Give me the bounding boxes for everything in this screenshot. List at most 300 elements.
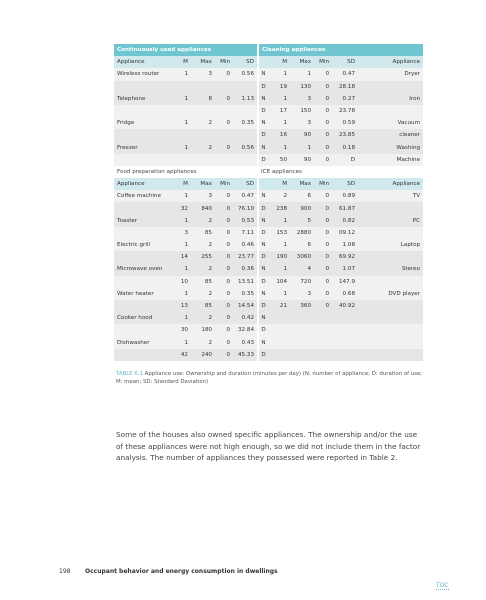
table-row — [114, 263, 423, 275]
value-cell: 1.07 — [332, 263, 358, 275]
appliance-name-right: Machine — [358, 154, 423, 166]
value-cell — [332, 337, 358, 349]
appliance-name-right: PC — [358, 215, 423, 227]
section-title-continuous: Continuously used appliances — [114, 44, 258, 56]
section-header-row — [114, 44, 423, 56]
measure-flag: D — [258, 227, 268, 239]
value-cell: 0 — [215, 300, 233, 312]
value-cell: 1 — [172, 215, 191, 227]
column-header: SD — [332, 56, 358, 68]
value-cell — [290, 349, 314, 361]
appliance-name — [114, 81, 172, 93]
value-cell — [233, 154, 258, 166]
value-cell: 45.33 — [233, 349, 258, 361]
value-cell: 0 — [314, 300, 332, 312]
value-cell: 50 — [268, 154, 290, 166]
value-cell: 0.47 — [332, 68, 358, 80]
appliance-name — [114, 300, 172, 312]
column-header: M — [172, 178, 191, 190]
value-cell: 14 — [172, 251, 191, 263]
value-cell: 10 — [172, 276, 191, 288]
table-row — [114, 251, 423, 263]
table-row — [114, 154, 423, 166]
value-cell: 3 — [191, 68, 215, 80]
appliance-name-right — [358, 337, 423, 349]
value-cell: 1 — [172, 117, 191, 129]
value-cell: 19 — [268, 81, 290, 93]
measure-flag: N — [258, 117, 268, 129]
appliance-name-right — [358, 251, 423, 263]
value-cell: 130 — [290, 81, 314, 93]
value-cell: 0 — [215, 276, 233, 288]
value-cell: 840 — [191, 202, 215, 214]
value-cell: 0 — [314, 93, 332, 105]
appliance-name-right: DVD player — [358, 288, 423, 300]
column-header: Max — [191, 178, 215, 190]
measure-flag: N — [258, 215, 268, 227]
appliance-name-right — [358, 227, 423, 239]
appliance-name: Coffee machine — [114, 190, 172, 202]
value-cell: 0 — [314, 129, 332, 141]
value-cell: 0 — [215, 215, 233, 227]
value-cell: 2 — [191, 215, 215, 227]
table-row — [114, 300, 423, 312]
value-cell: 61.87 — [332, 202, 358, 214]
value-cell: 1 — [268, 215, 290, 227]
measure-flag: D — [258, 202, 268, 214]
value-cell: 720 — [290, 276, 314, 288]
value-cell: 0 — [215, 349, 233, 361]
measure-flag: D — [258, 154, 268, 166]
value-cell: 0 — [314, 190, 332, 202]
value-cell: 85 — [191, 227, 215, 239]
caption-label: TABLE 6.1 — [116, 371, 143, 377]
value-cell: 16 — [268, 129, 290, 141]
value-cell: 14.54 — [233, 300, 258, 312]
table-row — [114, 337, 423, 349]
value-cell: 0.35 — [233, 288, 258, 300]
value-cell: 0.59 — [332, 117, 358, 129]
value-cell: 32 — [172, 202, 191, 214]
value-cell — [191, 129, 215, 141]
column-header — [258, 56, 268, 68]
value-cell: 7.11 — [233, 227, 258, 239]
table-row — [114, 105, 423, 117]
value-cell: 0.56 — [233, 142, 258, 154]
table-row — [114, 324, 423, 336]
appliance-table — [114, 44, 423, 361]
value-cell: 190 — [268, 251, 290, 263]
value-cell: 147.9 — [332, 276, 358, 288]
measure-flag: N — [258, 337, 268, 349]
column-header: SD — [233, 178, 258, 190]
page-footer — [59, 568, 278, 575]
value-cell — [314, 324, 332, 336]
value-cell: 32.84 — [233, 324, 258, 336]
value-cell: 0 — [314, 239, 332, 251]
appliance-name-right — [358, 324, 423, 336]
value-cell: 0.47 — [233, 190, 258, 202]
column-header: M — [172, 56, 191, 68]
value-cell: 0.35 — [233, 117, 258, 129]
value-cell: 4 — [290, 263, 314, 275]
table-row — [114, 142, 423, 154]
value-cell: 28.18 — [332, 81, 358, 93]
value-cell: 2 — [268, 190, 290, 202]
value-cell — [191, 154, 215, 166]
appliance-name — [114, 276, 172, 288]
value-cell: 1 — [172, 68, 191, 80]
column-header: Appliance — [358, 178, 423, 190]
value-cell: 23.77 — [233, 251, 258, 263]
value-cell: 6 — [290, 190, 314, 202]
value-cell: 3 — [290, 93, 314, 105]
value-cell: 1 — [268, 142, 290, 154]
appliance-name: Freezer — [114, 142, 172, 154]
value-cell: 2 — [191, 263, 215, 275]
value-cell: 1 — [268, 117, 290, 129]
appliance-name — [114, 324, 172, 336]
column-header: Max — [290, 56, 314, 68]
value-cell: 1 — [172, 263, 191, 275]
value-cell: 30 — [172, 324, 191, 336]
table-row — [114, 239, 423, 251]
value-cell — [172, 129, 191, 141]
section-title-ice: ICE appliances — [258, 166, 423, 178]
value-cell: 0 — [314, 288, 332, 300]
appliance-name: Water heater — [114, 288, 172, 300]
table-row — [114, 68, 423, 80]
value-cell — [215, 105, 233, 117]
value-cell: 0 — [215, 263, 233, 275]
value-cell: 0 — [215, 312, 233, 324]
column-header: Appliance — [358, 56, 423, 68]
appliance-name-right — [358, 349, 423, 361]
value-cell: 13.51 — [233, 276, 258, 288]
value-cell: 0 — [215, 227, 233, 239]
value-cell: 104 — [268, 276, 290, 288]
body-paragraph: Some of the houses also owned specific appliances. The ownership and/or the use of these appliances were not high enough, so we did not include them in the factor analysis. The number of appliances they possessed were reported in Table 2. — [116, 430, 421, 463]
appliance-name: Toaster — [114, 215, 172, 227]
appliance-name — [114, 227, 172, 239]
value-cell: 0 — [314, 251, 332, 263]
footer-title: Occupant behavior and energy consumption in dwellings — [85, 568, 278, 575]
value-cell: 5 — [290, 215, 314, 227]
appliance-name-right: Dryer — [358, 68, 423, 80]
value-cell: 255 — [191, 251, 215, 263]
column-header-row — [114, 178, 423, 190]
value-cell — [332, 324, 358, 336]
value-cell: 0 — [314, 215, 332, 227]
column-header: Appliance — [114, 178, 172, 190]
page-number: 198 — [59, 568, 71, 575]
value-cell: 238 — [268, 202, 290, 214]
appliance-name: Cooker hood — [114, 312, 172, 324]
value-cell: 17 — [268, 105, 290, 117]
value-cell — [290, 324, 314, 336]
table-caption — [116, 371, 426, 386]
value-cell: 0.82 — [332, 215, 358, 227]
value-cell — [268, 312, 290, 324]
measure-flag: N — [258, 263, 268, 275]
value-cell: 1.13 — [233, 93, 258, 105]
value-cell: 0 — [215, 142, 233, 154]
value-cell: 0 — [215, 324, 233, 336]
appliance-name — [114, 154, 172, 166]
value-cell: 2 — [191, 142, 215, 154]
column-header: M — [268, 178, 290, 190]
value-cell — [268, 349, 290, 361]
column-header: Max — [191, 56, 215, 68]
value-cell: D — [332, 154, 358, 166]
value-cell: 0.56 — [233, 68, 258, 80]
caption-text: Appliance use: Ownership and duration (minutes per day) (N: number of appliance; D: duration of use; M: mean; SD: Standard Deviation) — [116, 371, 423, 385]
value-cell: 2880 — [290, 227, 314, 239]
table-row — [114, 312, 423, 324]
value-cell — [191, 105, 215, 117]
value-cell — [332, 312, 358, 324]
value-cell: 40.92 — [332, 300, 358, 312]
value-cell: 21 — [268, 300, 290, 312]
value-cell: 1 — [268, 239, 290, 251]
value-cell — [215, 129, 233, 141]
value-cell: 6 — [290, 239, 314, 251]
table-row — [114, 349, 423, 361]
value-cell: 0 — [314, 154, 332, 166]
value-cell — [290, 337, 314, 349]
appliance-name-right: Vacuum — [358, 117, 423, 129]
value-cell: 0.27 — [332, 93, 358, 105]
measure-flag: D — [258, 276, 268, 288]
value-cell: 0.68 — [332, 288, 358, 300]
value-cell: 1 — [172, 93, 191, 105]
column-header: Min — [215, 178, 233, 190]
section-row-food — [114, 166, 423, 178]
value-cell — [268, 337, 290, 349]
appliance-name-right: Iron — [358, 93, 423, 105]
appliance-name: Dishwasher — [114, 337, 172, 349]
value-cell: 0 — [314, 227, 332, 239]
value-cell: 3060 — [290, 251, 314, 263]
appliance-name: Fridge — [114, 117, 172, 129]
value-cell: 0 — [215, 251, 233, 263]
value-cell: 90 — [290, 129, 314, 141]
value-cell: 42 — [172, 349, 191, 361]
measure-flag: N — [258, 190, 268, 202]
value-cell: 240 — [191, 349, 215, 361]
value-cell: 0 — [314, 202, 332, 214]
value-cell — [191, 81, 215, 93]
value-cell: 1 — [268, 93, 290, 105]
value-cell: 23.78 — [332, 105, 358, 117]
value-cell: 3 — [191, 190, 215, 202]
value-cell: 0 — [215, 68, 233, 80]
appliance-name-right: Stereo — [358, 263, 423, 275]
value-cell — [268, 324, 290, 336]
appliance-name-right — [358, 105, 423, 117]
appliance-name-right — [358, 300, 423, 312]
table-row — [114, 190, 423, 202]
appliance-name-right: TV — [358, 190, 423, 202]
value-cell — [233, 81, 258, 93]
measure-flag: D — [258, 129, 268, 141]
measure-flag: D — [258, 81, 268, 93]
value-cell — [290, 312, 314, 324]
appliance-name-right — [358, 202, 423, 214]
appliance-name — [114, 129, 172, 141]
value-cell: 0 — [215, 117, 233, 129]
section-title-food: Food preparation appliances — [114, 166, 258, 178]
column-header: Min — [314, 56, 332, 68]
value-cell: 153 — [268, 227, 290, 239]
appliance-name-right — [358, 276, 423, 288]
value-cell — [332, 349, 358, 361]
toc-link[interactable]: TOC — [436, 582, 449, 589]
value-cell: 2 — [191, 312, 215, 324]
measure-flag: N — [258, 93, 268, 105]
value-cell: 0 — [215, 337, 233, 349]
value-cell: 0 — [314, 117, 332, 129]
value-cell: 0.18 — [332, 142, 358, 154]
value-cell: 3 — [290, 288, 314, 300]
table-row — [114, 117, 423, 129]
column-header: SD — [233, 56, 258, 68]
table-row — [114, 93, 423, 105]
value-cell — [172, 154, 191, 166]
value-cell: 1 — [172, 142, 191, 154]
appliance-name-right: Washing — [358, 142, 423, 154]
appliance-name-right: Laptop — [358, 239, 423, 251]
value-cell: 0 — [215, 93, 233, 105]
value-cell: 1 — [290, 68, 314, 80]
appliance-name-right: cleaner — [358, 129, 423, 141]
value-cell: 360 — [290, 300, 314, 312]
appliance-name: Wireless router — [114, 68, 172, 80]
value-cell: 900 — [290, 202, 314, 214]
table-row — [114, 227, 423, 239]
table-row — [114, 215, 423, 227]
column-header: Max — [290, 178, 314, 190]
value-cell: 0.36 — [233, 263, 258, 275]
measure-flag: D — [258, 324, 268, 336]
value-cell: 0 — [314, 142, 332, 154]
column-header: SD — [332, 178, 358, 190]
value-cell: 1 — [268, 68, 290, 80]
value-cell: 2 — [191, 337, 215, 349]
value-cell: 0.42 — [233, 312, 258, 324]
appliance-name — [114, 349, 172, 361]
value-cell: 0.89 — [332, 190, 358, 202]
appliance-name — [114, 202, 172, 214]
value-cell: 0 — [314, 68, 332, 80]
value-cell: 2 — [191, 117, 215, 129]
value-cell: 1 — [268, 263, 290, 275]
value-cell: 0 — [314, 81, 332, 93]
value-cell: 150 — [290, 105, 314, 117]
value-cell: 180 — [191, 324, 215, 336]
value-cell: 0 — [314, 263, 332, 275]
value-cell: 3 — [172, 227, 191, 239]
value-cell: 8 — [191, 93, 215, 105]
value-cell: 1 — [172, 288, 191, 300]
value-cell — [314, 349, 332, 361]
value-cell: 1 — [172, 190, 191, 202]
value-cell: 90 — [290, 154, 314, 166]
value-cell — [215, 81, 233, 93]
value-cell: 1 — [268, 288, 290, 300]
value-cell — [233, 129, 258, 141]
measure-flag: D — [258, 300, 268, 312]
table-row — [114, 202, 423, 214]
value-cell: 85 — [191, 276, 215, 288]
column-header: Min — [215, 56, 233, 68]
value-cell: 0 — [215, 202, 233, 214]
measure-flag: N — [258, 312, 268, 324]
appliance-name: Electric grill — [114, 239, 172, 251]
column-header — [258, 178, 268, 190]
value-cell: 23.85 — [332, 129, 358, 141]
value-cell: 85 — [191, 300, 215, 312]
value-cell — [172, 81, 191, 93]
value-cell: 0 — [215, 239, 233, 251]
measure-flag: N — [258, 68, 268, 80]
value-cell: 0 — [215, 288, 233, 300]
table-row — [114, 81, 423, 93]
value-cell: 1 — [290, 142, 314, 154]
section-title-cleaning: Cleaning appliances — [258, 44, 423, 56]
value-cell: 09.12 — [332, 227, 358, 239]
measure-flag: D — [258, 105, 268, 117]
value-cell: 0 — [314, 105, 332, 117]
appliance-name: Microwave oven — [114, 263, 172, 275]
column-header: Min — [314, 178, 332, 190]
table-row — [114, 288, 423, 300]
appliance-name — [114, 105, 172, 117]
value-cell — [233, 105, 258, 117]
value-cell: 2 — [191, 288, 215, 300]
measure-flag: D — [258, 251, 268, 263]
value-cell: 69.92 — [332, 251, 358, 263]
column-header: M — [268, 56, 290, 68]
column-header-row — [114, 56, 423, 68]
measure-flag: D — [258, 349, 268, 361]
measure-flag: N — [258, 288, 268, 300]
value-cell: 0.43 — [233, 337, 258, 349]
value-cell: 76.10 — [233, 202, 258, 214]
value-cell: 1 — [172, 337, 191, 349]
value-cell: 3 — [290, 117, 314, 129]
table-row — [114, 276, 423, 288]
value-cell — [215, 154, 233, 166]
value-cell: 1 — [172, 239, 191, 251]
table-row — [114, 129, 423, 141]
value-cell — [172, 105, 191, 117]
value-cell: 0 — [215, 190, 233, 202]
value-cell: 0 — [314, 276, 332, 288]
value-cell: 0.46 — [233, 239, 258, 251]
value-cell: 13 — [172, 300, 191, 312]
appliance-name-right — [358, 312, 423, 324]
appliance-name-right — [358, 81, 423, 93]
value-cell: 2 — [191, 239, 215, 251]
value-cell: 1.08 — [332, 239, 358, 251]
value-cell — [314, 337, 332, 349]
value-cell: 0.53 — [233, 215, 258, 227]
column-header: Appliance — [114, 56, 172, 68]
appliance-name: Telephone — [114, 93, 172, 105]
appliance-name — [114, 251, 172, 263]
measure-flag: N — [258, 142, 268, 154]
